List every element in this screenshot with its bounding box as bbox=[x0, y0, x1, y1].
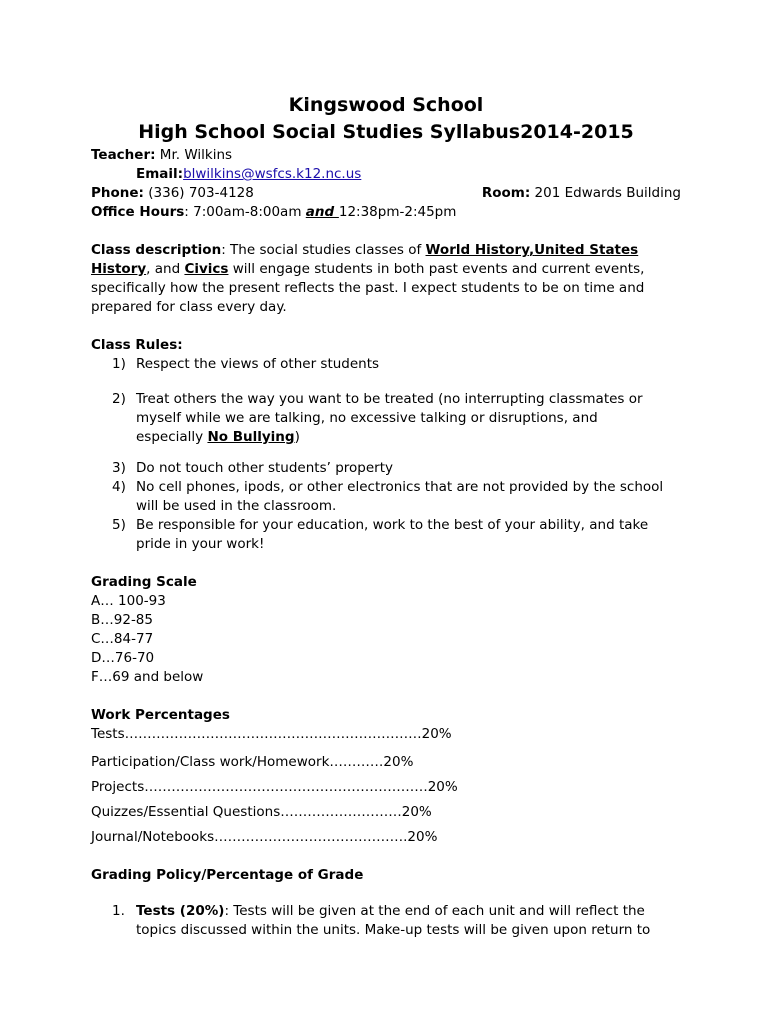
work-percentage-item: Projects………………………………………………………20% bbox=[91, 779, 458, 795]
description-text: , and bbox=[146, 261, 185, 277]
description-line: specifically how the present reflects the past. I expect students to be on time and bbox=[91, 280, 645, 296]
work-percentage-item: Quizzes/Essential Questions………………………20% bbox=[91, 804, 432, 820]
grade-item: C…84-77 bbox=[91, 631, 154, 647]
email-line bbox=[91, 165, 681, 184]
world-history-term: World History bbox=[425, 242, 529, 258]
room-value: 201 Edwards Building bbox=[530, 185, 681, 201]
rule-item: 2) Treat others the way you want to be treated (no interrupting classmates or myself while we are talking, no excessive talking or disruptions, and especially No Bullying) bbox=[112, 391, 643, 445]
teacher-label: Teacher: bbox=[91, 147, 156, 163]
description-line: prepared for class every day. bbox=[91, 299, 287, 315]
office-hours-b: 12:38pm-2:45pm bbox=[338, 204, 457, 220]
grade-item: A… 100-93 bbox=[91, 593, 166, 609]
office-hours-a: : 7:00am-8:00am bbox=[184, 204, 306, 220]
phone-group bbox=[91, 184, 254, 203]
office-hours-and: and bbox=[305, 204, 339, 220]
grading-policy-heading: Grading Policy/Percentage of Grade bbox=[91, 867, 364, 883]
policy-item: 1. Tests (20%): Tests will be given at the end of each unit and will reflect the topics discussed within the units. Make-up tests will be given upon return to bbox=[112, 903, 651, 938]
grade-item: B…92-85 bbox=[91, 612, 153, 628]
rule-item: 3) Do not touch other students’ property bbox=[112, 460, 393, 476]
grading-scale-list bbox=[91, 592, 681, 687]
office-hours-label: Office Hours bbox=[91, 204, 185, 220]
description-text: : The social studies classes of bbox=[221, 242, 426, 258]
work-percentage-item: Tests…………………………………………………………20% bbox=[91, 726, 452, 742]
grade-item: F…69 and below bbox=[91, 669, 204, 685]
work-percentages-list bbox=[91, 725, 681, 850]
syllabus-title: High School Social Studies Syllabus2014-2015 bbox=[138, 121, 634, 143]
us-history-term: United States bbox=[534, 242, 639, 258]
us-history-term-end: History bbox=[91, 261, 147, 277]
email-link[interactable]: blwilkins@wsfcs.k12.nc.us bbox=[183, 166, 362, 182]
description-label: Class description bbox=[91, 242, 222, 258]
rule-item: 4) No cell phones, ipods, or other electronics that are not provided by the school will be used in the classroom. bbox=[112, 479, 664, 514]
class-description bbox=[91, 241, 681, 317]
grading-policy-list bbox=[91, 902, 681, 940]
work-percentage-item: Journal/Notebooks…………………………………….20% bbox=[91, 829, 438, 845]
teacher-name: Mr. Wilkins bbox=[155, 147, 233, 163]
description-text: will engage students in both past events and current events, bbox=[228, 261, 645, 277]
grading-scale-heading: Grading Scale bbox=[91, 574, 197, 590]
no-bullying-term: No Bullying bbox=[207, 429, 295, 445]
email-label: Email: bbox=[136, 166, 184, 182]
office-hours-line bbox=[91, 203, 681, 222]
civics-term: Civics bbox=[184, 261, 229, 277]
tests-label: Tests (20%) bbox=[136, 903, 225, 919]
rule-item: 5) Be responsible for your education, work to the best of your ability, and take pride in your work! bbox=[112, 517, 649, 552]
rule-item: 1) Respect the views of other students bbox=[112, 356, 380, 372]
work-percentage-item: Participation/Class work/Homework…………20% bbox=[91, 754, 414, 770]
phone-room-line bbox=[91, 184, 681, 203]
rules-heading: Class Rules: bbox=[91, 337, 183, 353]
room-group bbox=[482, 184, 681, 203]
grade-item: D…76-70 bbox=[91, 650, 155, 666]
description-comma: , bbox=[528, 242, 535, 258]
phone-label: Phone: bbox=[91, 185, 144, 201]
rules-list bbox=[91, 355, 681, 554]
phone-number: (336) 703-4128 bbox=[143, 185, 254, 201]
teacher-line bbox=[91, 146, 681, 165]
school-name: Kingswood School bbox=[288, 94, 484, 116]
syllabus-page bbox=[91, 92, 681, 940]
work-percentages-heading: Work Percentages bbox=[91, 707, 230, 723]
room-label: Room: bbox=[481, 185, 531, 201]
